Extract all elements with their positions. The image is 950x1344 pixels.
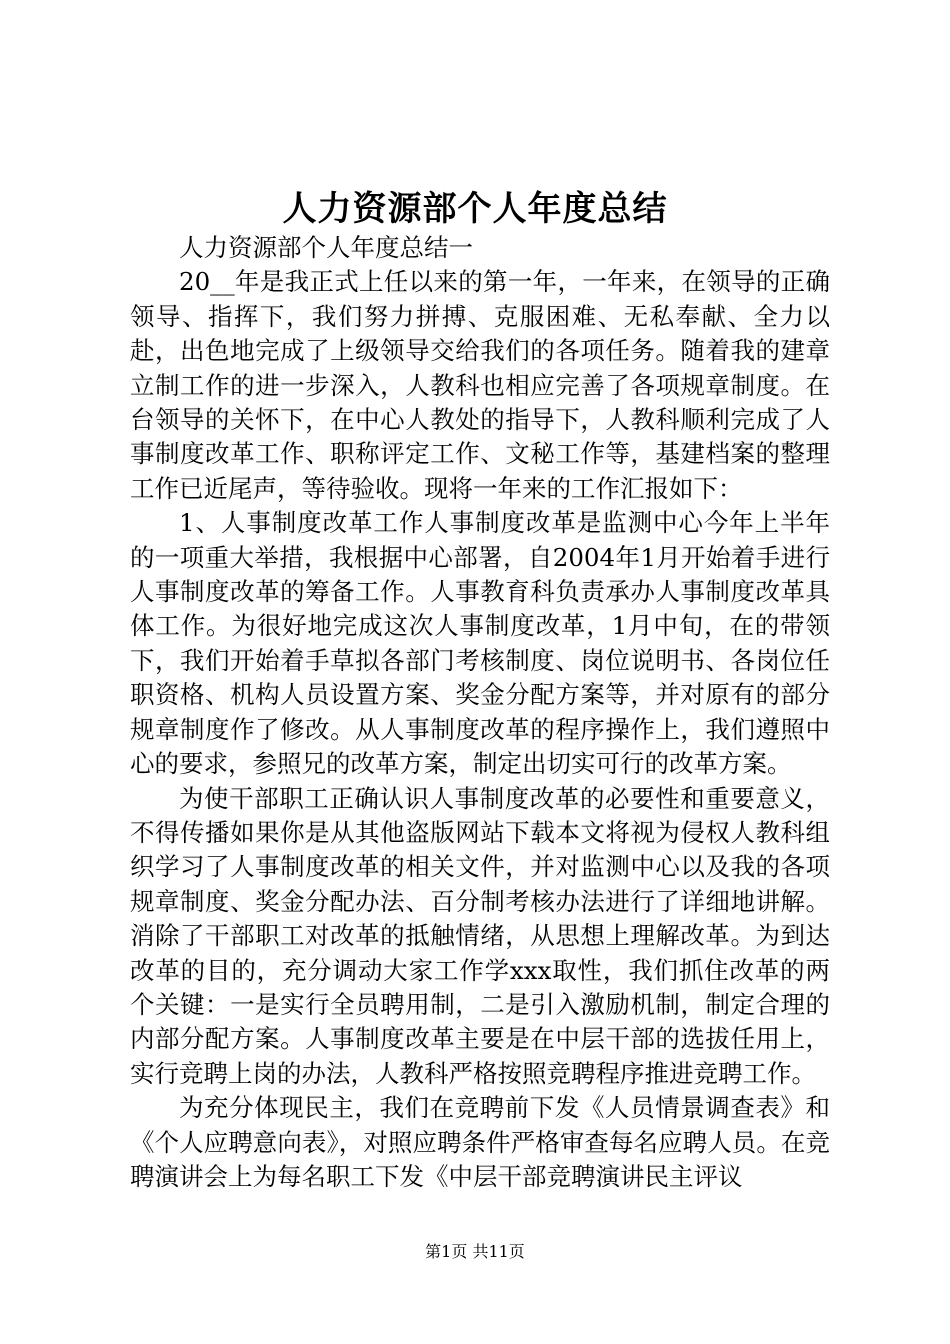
document-title: 人力资源部个人年度总结: [282, 189, 668, 229]
paragraph-section-1-democracy: 为充分体现民主，我们在竞聘前下发《人员情景调查表》和《个人应聘意向表》，对照应聘条件严格审查每名应聘人员。在竞聘演讲会上为每名职工下发《中层干部竞聘演讲民主评议: [130, 1093, 830, 1191]
paragraph-section-1: 1、人事制度改革工作人事制度改革是监测中心今年上半年的一项重大举措，我根据中心部署，自2004年1月开始着手进行人事制度改革的筹备工作。人事教育科负责承办人事制度改革具体工作。为很好地完成这次人事制度改革，1月中旬，在的带领下，我们开始着手草拟各部门考核制度、岗位说明书、各岗位任职资格、机构人员设置方案、奖金分配方案等，并对原有的部分规章制度作了修改。从人事制度改革的程序操作上，我们遵照中心的要求，参照兄的改革方案，制定出切实可行的改革方案。: [130, 508, 830, 779]
document-body: [130, 231, 830, 1194]
paragraph-intro: 20__年是我正式上任以来的第一年，一年来，在领导的正确领导、指挥下，我们努力拼搏、克服困难、无私奉献、全力以赴，出色地完成了上级领导交给我们的各项任务。随着我的建章立制工作的进一步深入，人教科也相应完善了各项规章制度。在台领导的关怀下，在中心人教处的指导下，人教科顺利完成了人事制度改革工作、职称评定工作、文秘工作等，基建档案的整理工作已近尾声，等待验收。现将一年来的工作汇报如下：: [130, 267, 830, 503]
paragraph-subtitle: 人力资源部个人年度总结一: [179, 233, 473, 262]
page-number-footer: 第1页 共11页: [425, 1242, 525, 1261]
paragraph-section-1-detail: 为使干部职工正确认识人事制度改革的必要性和重要意义，不得传播如果你是从其他盗版网站下载本文将视为侵权人教科组织学习了人事制度改革的相关文件，并对监测中心以及我的各项规章制度、奖金分配办法、百分制考核办法进行了详细地讲解。消除了干部职工对改革的抵触情绪，从思想上理解改革。为到达改革的目的，充分调动大家工作学xxx取性，我们抓住改革的两个关键：一是实行全员聘用制，二是引入激励机制，制定合理的内部分配方案。人事制度改革主要是在中层干部的选拔任用上，实行竞聘上岗的办法，人教科严格按照竞聘程序推进竞聘工作。: [130, 783, 830, 1088]
